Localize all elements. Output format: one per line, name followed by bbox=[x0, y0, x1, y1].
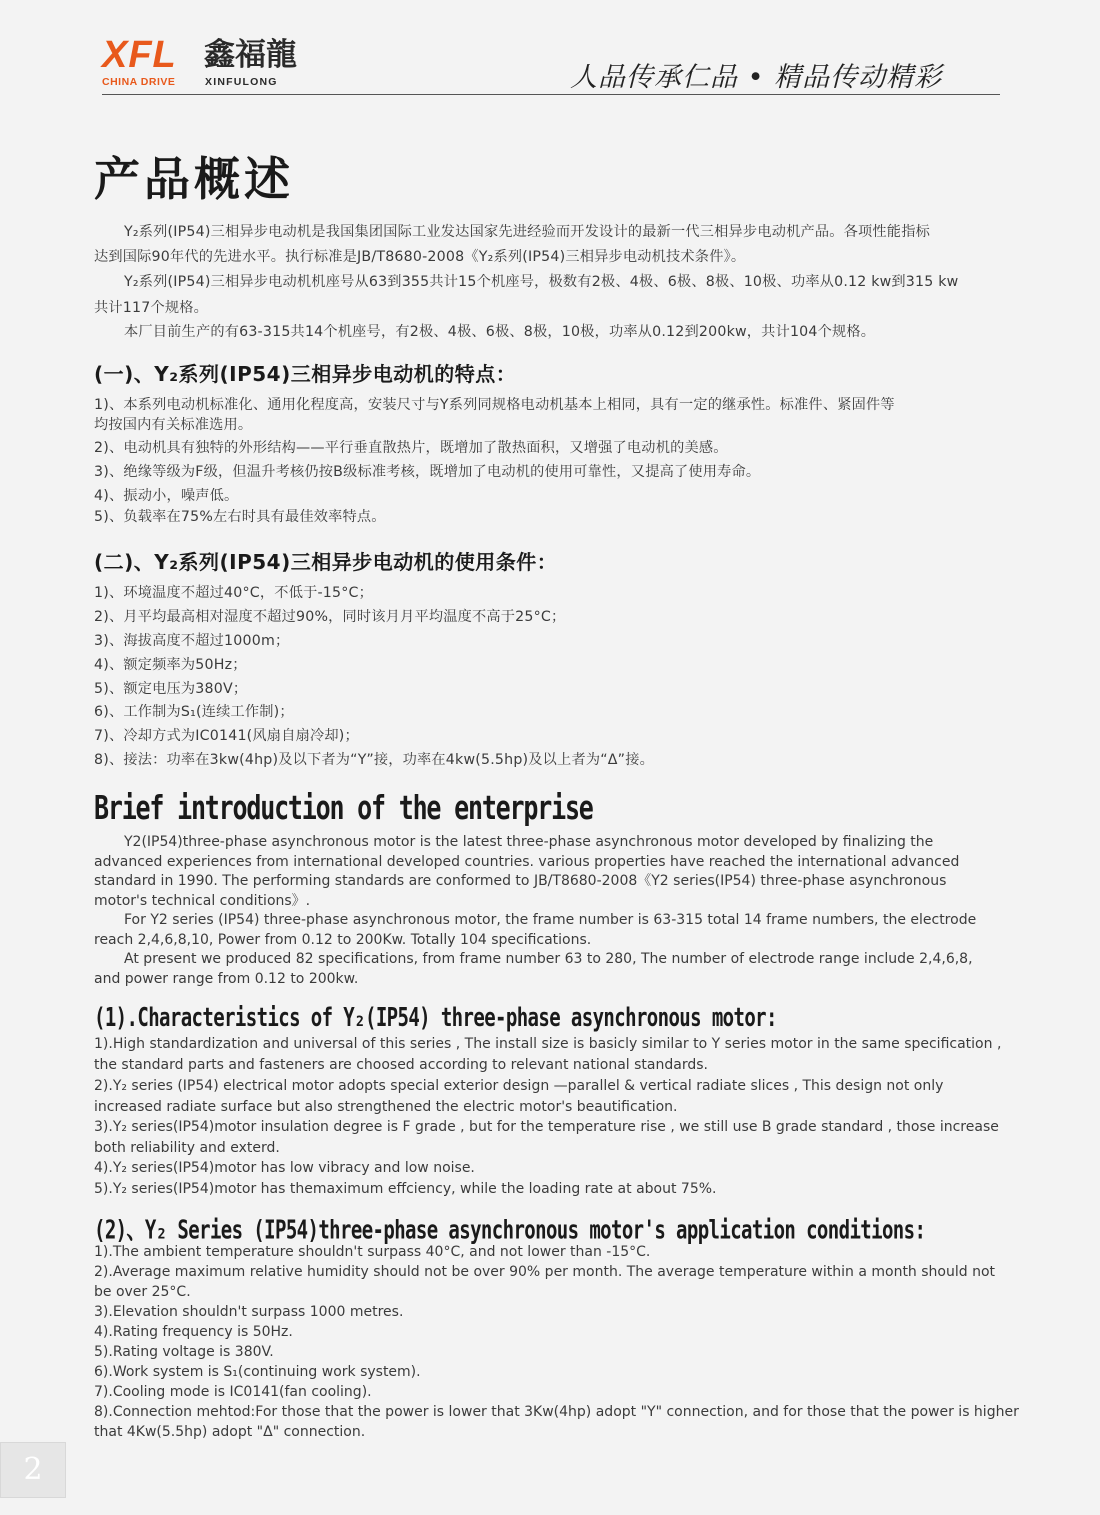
section2-cn-item: 3)、海拔高度不超过1000m； bbox=[94, 633, 290, 649]
section1-en-item: increased radiate surface but also strengthened the electric motor's beautification. bbox=[94, 1099, 678, 1115]
header-divider bbox=[102, 94, 1000, 95]
logo-xfl-mark: XFL bbox=[102, 34, 177, 76]
section1-en-item: 4).Y₂ series(IP54)motor has low vibracy and low noise. bbox=[94, 1160, 475, 1176]
page-number: 2 bbox=[0, 1442, 66, 1498]
section1-en-item: both reliability and exterd. bbox=[94, 1140, 280, 1156]
section2-en-item: 7).Cooling mode is IC0141(fan cooling). bbox=[94, 1384, 372, 1400]
section2-cn-item: 8)、接法：功率在3kw(4hp)及以下者为“Y”接，功率在4kw(5.5hp)及以上者为“Δ”接。 bbox=[94, 752, 655, 768]
section2-cn-item: 2)、月平均最高相对湿度不超过90%，同时该月月平均温度不高于25°C； bbox=[94, 609, 566, 625]
section2-cn-item: 4)、额定频率为50Hz； bbox=[94, 657, 247, 673]
section2-en-item: 8).Connection mehtod:For those that the power is lower that 3Kw(4hp) adopt "Y" connection, and for those that the power is higher bbox=[94, 1404, 1019, 1420]
logo-subtitle-left: CHINA DRIVE bbox=[102, 76, 176, 88]
section1-en-item: 5).Y₂ series(IP54)motor has themaximum effciency, while the loading rate at about 75%. bbox=[94, 1181, 717, 1197]
intro-cn-line-5: 本厂目前生产的有63-315共14个机座号，有2极、4极、6极、8极，10极，功率从0.12到200kw，共计104个规格。 bbox=[124, 324, 876, 340]
intro-en-line-7: At present we produced 82 specifications, from frame number 63 to 280, The number of electrode range include 2,4,6,8, bbox=[124, 951, 973, 967]
section1-cn-item: 4)、振动小，噪声低。 bbox=[94, 488, 239, 504]
company-logo bbox=[102, 34, 302, 88]
section1-cn-item: 2)、电动机具有独特的外形结构——平行垂直散热片，既增加了散热面积，又增强了电动机的美感。 bbox=[94, 440, 728, 456]
section2-en-item: 3).Elevation shouldn't surpass 1000 metres. bbox=[94, 1304, 404, 1320]
section2-cn-item: 6)、工作制为S₁(连续工作制)； bbox=[94, 704, 294, 720]
page-title: 产品概述 bbox=[94, 152, 294, 206]
section1-en-item: the standard parts and fasteners are choosed according to relevant national standards. bbox=[94, 1057, 708, 1073]
intro-en-line-4: motor's technical conditions》. bbox=[94, 893, 311, 909]
page-header bbox=[0, 0, 1100, 100]
intro-cn-line-1: Y₂系列(IP54)三相异步电动机是我国集团国际工业发达国家先进经验而开发设计的最新一代三相异步电动机产品。各项性能指标 bbox=[124, 224, 930, 240]
section2-en-item: that 4Kw(5.5hp) adopt "Δ" connection. bbox=[94, 1424, 366, 1440]
section1-en-item: 2).Y₂ series (IP54) electrical motor adopts special exterior design —parallel & vertical radiate slices , This design not only bbox=[94, 1078, 944, 1094]
section2-cn-item: 5)、额定电压为380V； bbox=[94, 681, 248, 697]
intro-en-line-5: For Y2 series (IP54) three-phase asynchronous motor, the frame number is 63-315 total 14 frame numbers, the electrode bbox=[124, 912, 977, 928]
section1-cn-item: 5)、负载率在75%左右时具有最佳效率特点。 bbox=[94, 509, 386, 525]
section2-en-item: be over 25°C. bbox=[94, 1284, 191, 1300]
intro-en-line-8: and power range from 0.12 to 200kw. bbox=[94, 971, 359, 987]
logo-chinese-name: 鑫福龍 bbox=[204, 37, 297, 73]
section2-en-item: 1).The ambient temperature shouldn't surpass 40°C, and not lower than -15°C. bbox=[94, 1244, 651, 1260]
section1-cn-heading: (一)、Y₂系列(IP54)三相异步电动机的特点： bbox=[94, 362, 517, 386]
logo-subtitle-right: XINFULONG bbox=[205, 76, 278, 88]
section1-en-heading: (1).Characteristics of Y₂(IP54) three-phase asynchronous motor: bbox=[94, 1003, 777, 1033]
section1-en-item: 1).High standardization and universal of this series , The install size is basicly similar to Y series motor in the same specification , bbox=[94, 1036, 1002, 1052]
header-slogan: 人品传承仁品 • 精品传动精彩 bbox=[570, 62, 943, 93]
intro-en-line-2: advanced experiences from international developed countries. various properties have reached the international advanced bbox=[94, 854, 960, 870]
section2-en-item: 5).Rating voltage is 380V. bbox=[94, 1344, 274, 1360]
intro-en-line-1: Y2(IP54)three-phase asynchronous motor is the latest three-phase asynchronous motor developed by finalizing the bbox=[124, 834, 934, 850]
section1-cn-item: 均按国内有关标准选用。 bbox=[94, 417, 253, 433]
section2-en-heading: (2)、Y₂ Series (IP54)three-phase asynchronous motor's application conditions: bbox=[94, 1215, 926, 1246]
intro-cn-line-2: 达到国际90年代的先进水平。执行标准是JB/T8680-2008《Y₂系列(IP54)三相异步电动机技术条件》。 bbox=[94, 249, 746, 265]
section1-cn-item: 3)、绝缘等级为F级，但温升考核仍按B级标准考核，既增加了电动机的使用可靠性，又提高了使用寿命。 bbox=[94, 464, 761, 480]
intro-cn-line-3: Y₂系列(IP54)三相异步电动机机座号从63到355共计15个机座号，极数有2极、4极、6极、8极、10极、功率从0.12 kw到315 kw bbox=[124, 274, 959, 290]
section2-en-item: 2).Average maximum relative humidity should not be over 90% per month. The average temperature within a month should not bbox=[94, 1264, 996, 1280]
section2-en-item: 4).Rating frequency is 50Hz. bbox=[94, 1324, 293, 1340]
brief-introduction-title: Brief introduction of the enterprise bbox=[94, 789, 593, 827]
section2-cn-item: 7)、冷却方式为IC0141(风扇自扇冷却)； bbox=[94, 728, 359, 744]
intro-cn-line-4: 共计117个规格。 bbox=[94, 300, 209, 316]
intro-en-line-3: standard in 1990. The performing standards are conformed to JB/T8680-2008《Y2 series(IP54) three-phase asynchronous bbox=[94, 873, 947, 889]
section1-cn-item: 1)、本系列电动机标准化、通用化程度高，安装尺寸与Y系列同规格电动机基本上相同，具有一定的继承性。标准件、紧固件等 bbox=[94, 397, 895, 413]
section2-cn-heading: (二)、Y₂系列(IP54)三相异步电动机的使用条件： bbox=[94, 550, 558, 574]
section2-cn-item: 1)、环境温度不超过40°C，不低于-15°C； bbox=[94, 585, 374, 601]
intro-en-line-6: reach 2,4,6,8,10, Power from 0.12 to 200Kw. Totally 104 specifications. bbox=[94, 932, 592, 948]
section1-en-item: 3).Y₂ series(IP54)motor insulation degree is F grade , but for the temperature rise , we still use B grade standard , those increase bbox=[94, 1119, 999, 1135]
section2-en-item: 6).Work system is S₁(continuing work system). bbox=[94, 1364, 421, 1380]
